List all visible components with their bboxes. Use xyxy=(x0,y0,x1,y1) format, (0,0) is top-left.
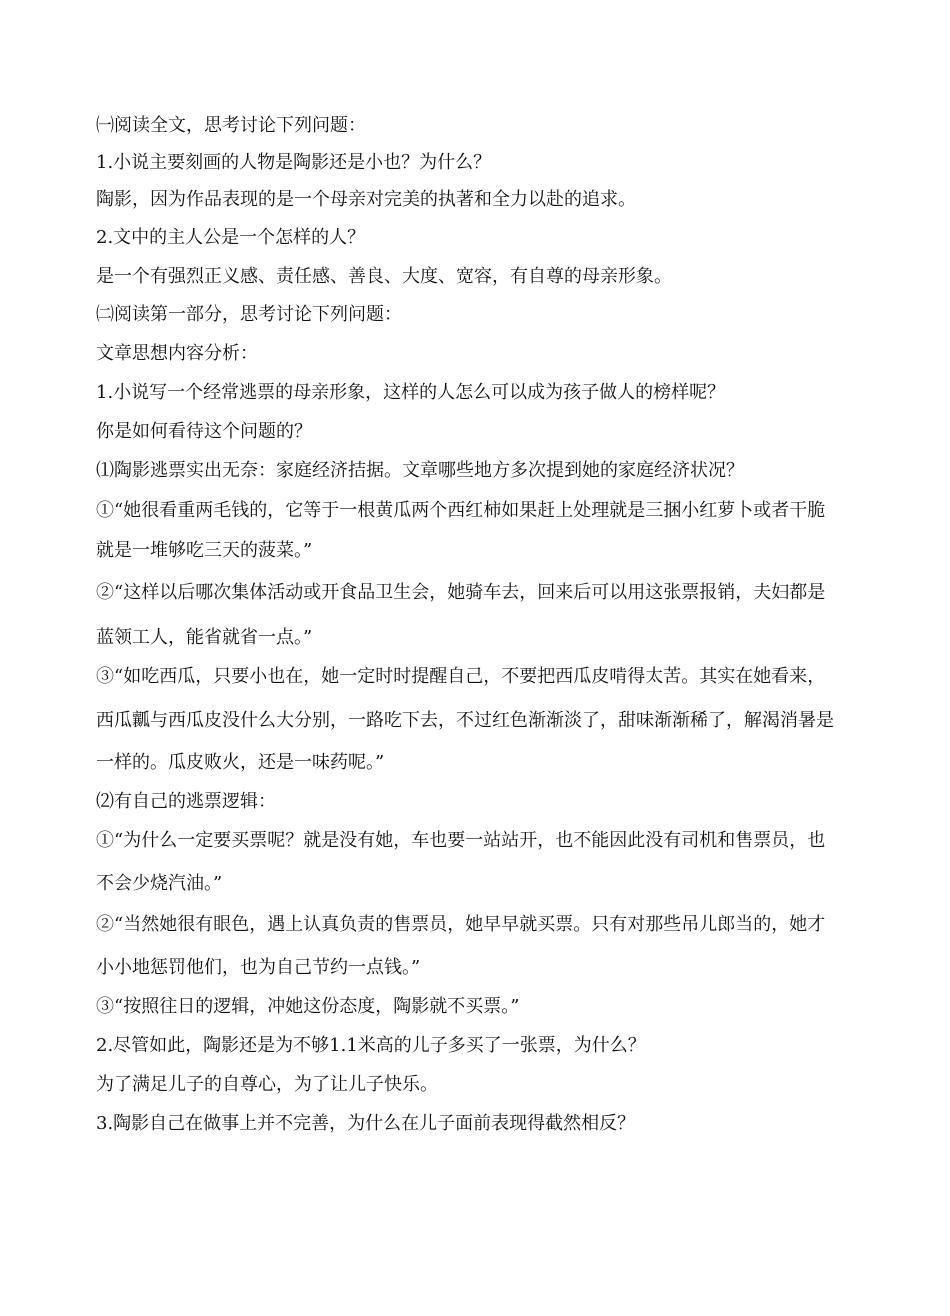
subheading-analysis: 文章思想内容分析： xyxy=(96,343,258,364)
answer-2: 是一个有强烈正义感、责任感、善良、大度、宽容，有自尊的母亲形象。 xyxy=(96,266,672,287)
quote-5-line-1: ②“当然她很有眼色，遇上认真负责的售票员，她早早就买票。只有对那些吊儿郎当的，她才 xyxy=(96,914,826,935)
question-4: 2.尽管如此，陶影还是为不够1.1米高的儿子多买了一张票，为什么？ xyxy=(96,1035,646,1056)
quote-1-line-2: 就是一堆够吃三天的菠菜。” xyxy=(96,540,313,561)
question-3: 1.小说写一个经常逃票的母亲形象，这样的人怎么可以成为孩子做人的榜样呢？ xyxy=(96,382,726,403)
section-heading-1: ㈠阅读全文，思考讨论下列问题： xyxy=(96,115,366,136)
quote-2-line-1: ②“这样以后哪次集体活动或开食品卫生会，她骑车去，回来后可以用这张票报销，夫妇都是 xyxy=(96,582,826,603)
quote-1-line-1: ①“她很看重两毛钱的，它等于一根黄瓜两个西红柿如果赶上处理就是三捆小红萝卜或者干脆 xyxy=(96,500,826,521)
question-5: 3.陶影自己在做事上并不完善，为什么在儿子面前表现得截然相反？ xyxy=(96,1113,636,1134)
section-heading-2: ㈡阅读第一部分，思考讨论下列问题： xyxy=(96,304,402,325)
quote-3-line-2: 西瓜瓤与西瓜皮没什么大分别，一路吃下去，不过红色渐渐淡了，甜味渐渐稀了，解渴消暑是 xyxy=(96,710,834,731)
point-2: ⑵有自己的逃票逻辑： xyxy=(96,791,276,812)
quote-6: ③“按照往日的逻辑，冲她这份态度，陶影就不买票。” xyxy=(96,996,520,1017)
quote-3-line-1: ③“如吃西瓜，只要小也在，她一定时时提醒自己，不要把西瓜皮啃得太苦。其实在她看来， xyxy=(96,666,826,687)
quote-2-line-2: 蓝领工人，能省就省一点。” xyxy=(96,627,313,648)
question-2: 2.文中的主人公是一个怎样的人？ xyxy=(96,227,366,248)
question-3-continued: 你是如何看待这个问题的？ xyxy=(96,421,312,442)
quote-4-line-1: ①“为什么一定要买票呢？就是没有她，车也要一站站开，也不能因此没有司机和售票员，也 xyxy=(96,830,826,851)
quote-5-line-2: 小小地惩罚他们，也为自己节约一点钱。” xyxy=(96,957,421,978)
question-1: 1.小说主要刻画的人物是陶影还是小也？为什么？ xyxy=(96,152,492,173)
answer-4: 为了满足儿子的自尊心，为了让儿子快乐。 xyxy=(96,1074,438,1095)
quote-3-line-3: 一样的。瓜皮败火，还是一味药呢。” xyxy=(96,752,385,773)
quote-4-line-2: 不会少烧汽油。” xyxy=(96,873,223,894)
point-1: ⑴陶影逃票实出无奈：家庭经济拮据。文章哪些地方多次提到她的家庭经济状况？ xyxy=(96,460,744,481)
answer-1: 陶影，因为作品表现的是一个母亲对完美的执著和全力以赴的追求。 xyxy=(96,189,636,210)
